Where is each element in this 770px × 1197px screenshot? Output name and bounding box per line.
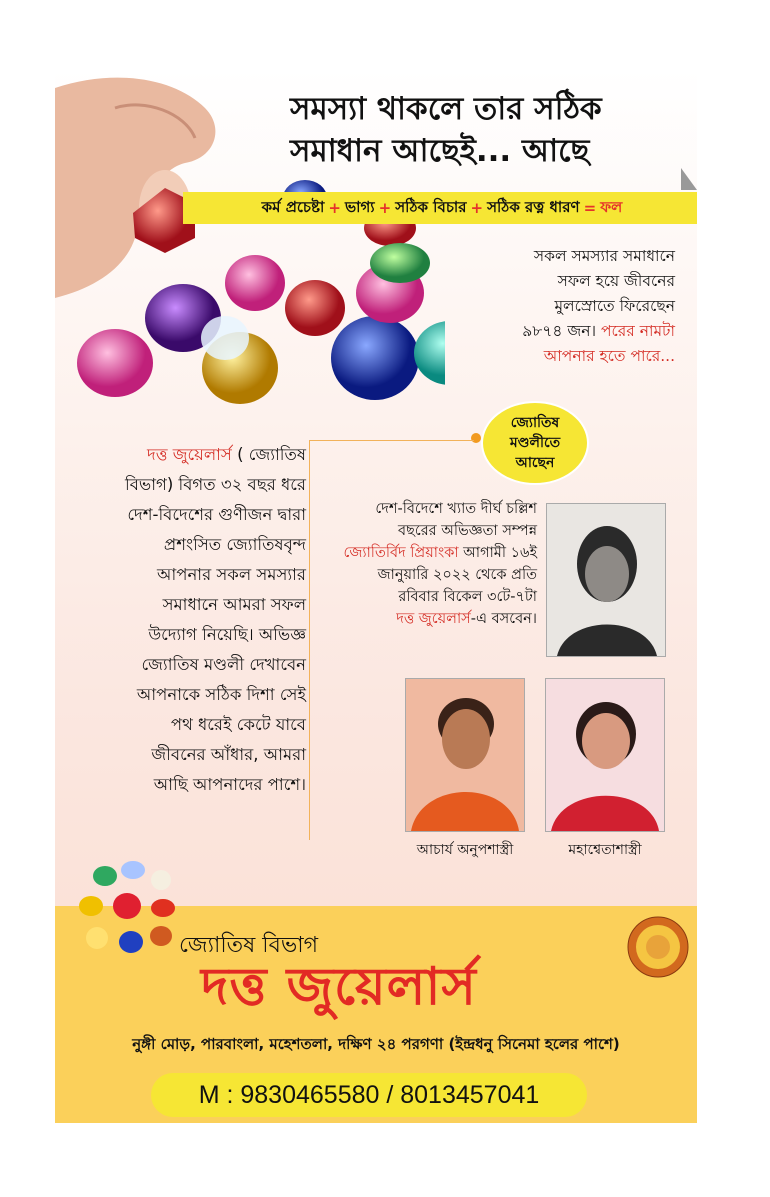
announce-line1: দেশ-বিদেশে খ্যাত দীর্ঘ চল্লিশ	[375, 501, 537, 517]
announce-date-start: আগামী ১৬ই	[458, 545, 537, 561]
success-next-name: পরের নামটা	[600, 322, 675, 340]
about-brand: দত্ত জুয়েলার্স	[147, 445, 232, 464]
about-line7: উদ্যোগ নিয়েছি। অভিজ্ঞ	[148, 625, 306, 644]
headline-line1: সমস্যা থাকলে তার সঠিক	[290, 91, 602, 127]
astrologer-photo-priyanka	[546, 503, 666, 657]
announce-line6	[305, 608, 537, 630]
success-statement	[455, 244, 675, 369]
about-line6: সমাধানে আমরা সফল	[162, 595, 306, 614]
about-line9: আপনাকে সঠিক দিশা সেই	[136, 685, 306, 704]
about-line10: পথ ধরেই কেটে যাবে	[170, 715, 306, 734]
headline	[290, 88, 690, 172]
formula-term-judgement: সঠিক বিচার	[395, 197, 467, 216]
about-line8: জ্যোতিষ মণ্ডলী দেখাবেন	[141, 655, 306, 674]
formula-equals: =	[583, 199, 597, 217]
announce-brand: দত্ত জুয়েলার্স	[396, 611, 471, 627]
about-line2: বিভাগ) বিগত ৩২ বছর ধরে	[125, 475, 306, 494]
store-address: নুঙ্গী মোড়, পারবাংলা, মহেশতলা, দক্ষিণ ২৪ পরগণা (ইন্দ্রধনু সিনেমা হলের পাশে)	[132, 1035, 620, 1053]
badge-line3: আছেন	[515, 455, 555, 471]
caption-mahashweta: মহাশ্বেতাশাস্ত্রী	[568, 842, 642, 858]
success-line4	[455, 319, 675, 344]
badge-line1: জ্যোতিষ	[510, 415, 560, 431]
badge-line2: মণ্ডলীতে	[509, 435, 561, 451]
astrologer-announcement	[305, 498, 537, 630]
announce-sits: -এ বসবেন।	[470, 611, 537, 627]
success-line2: সফল হয়ে জীবনের	[557, 272, 675, 290]
page-fold-decoration	[681, 168, 697, 190]
about-line11: জীবনের আঁধার, আমরা	[151, 745, 306, 764]
about-line5: আপনার সকল সমস্যার	[157, 565, 306, 584]
about-line12: আছি আপনাদের পাশে।	[153, 775, 306, 794]
about-line3: দেশ-বিদেশের গুণীজন দ্বারা	[127, 505, 306, 524]
success-line3: মুলস্রোতে ফিরেছেন	[554, 297, 675, 315]
phone-numbers[interactable]: M : 9830465580 / 8013457041	[151, 1073, 587, 1117]
success-line1: সকল সমস্যার সমাধানে	[533, 247, 675, 265]
astrologer-badge	[483, 403, 587, 483]
caption-anup: আচার্য অনুপশাস্ত্রী	[416, 842, 514, 858]
about-line4: প্রশংসিত জ্যোতিষবৃন্দ	[163, 535, 306, 554]
zodiac-wheel-icon	[627, 916, 689, 978]
astrologer-photo-mahashweta	[545, 678, 665, 832]
formula-term-luck: ভাগ্য	[344, 197, 375, 216]
connector-line-horizontal	[309, 440, 474, 441]
astrologer-photo-anup	[405, 678, 525, 832]
formula-bar	[183, 192, 697, 224]
formula-result: ফল	[600, 197, 623, 216]
advertisement-poster	[55, 68, 697, 1123]
formula-term-gem: সঠিক রত্ন ধারণ	[487, 197, 580, 216]
brand-logo-text: দত্ত জুয়েলার্স	[201, 957, 477, 1017]
announce-line3	[305, 542, 537, 564]
formula-plus-1: +	[328, 199, 341, 217]
headline-line2: সমাধান আছেই... আছে	[290, 133, 590, 169]
about-line1	[61, 440, 306, 470]
navaratna-gems-icon	[69, 858, 177, 968]
formula-term-effort: কর্ম প্রচেষ্টা	[261, 197, 325, 216]
success-count: ৯৮৭৪ জন।	[522, 322, 601, 340]
connector-dot	[471, 433, 481, 443]
announce-astrologer-name: জ্যোতির্বিদ প্রিয়াংকা	[343, 545, 459, 561]
about-line1-text: ( জ্যোতিষ	[231, 445, 306, 464]
department-label: জ্যোতিষ বিভাগ	[179, 933, 319, 958]
formula-plus-2: +	[378, 199, 392, 217]
about-paragraph	[61, 440, 306, 800]
announce-line5: রবিবার বিকেল ৩টে-৭টা	[398, 589, 537, 605]
announce-line2: বছরের অভিজ্ঞতা সম্পন্ন	[398, 523, 537, 539]
success-line5: আপনার হতে পারে...	[543, 347, 675, 365]
announce-line4: জানুয়ারি ২০২২ থেকে প্রতি	[377, 567, 537, 583]
formula-plus-3: +	[470, 199, 484, 217]
